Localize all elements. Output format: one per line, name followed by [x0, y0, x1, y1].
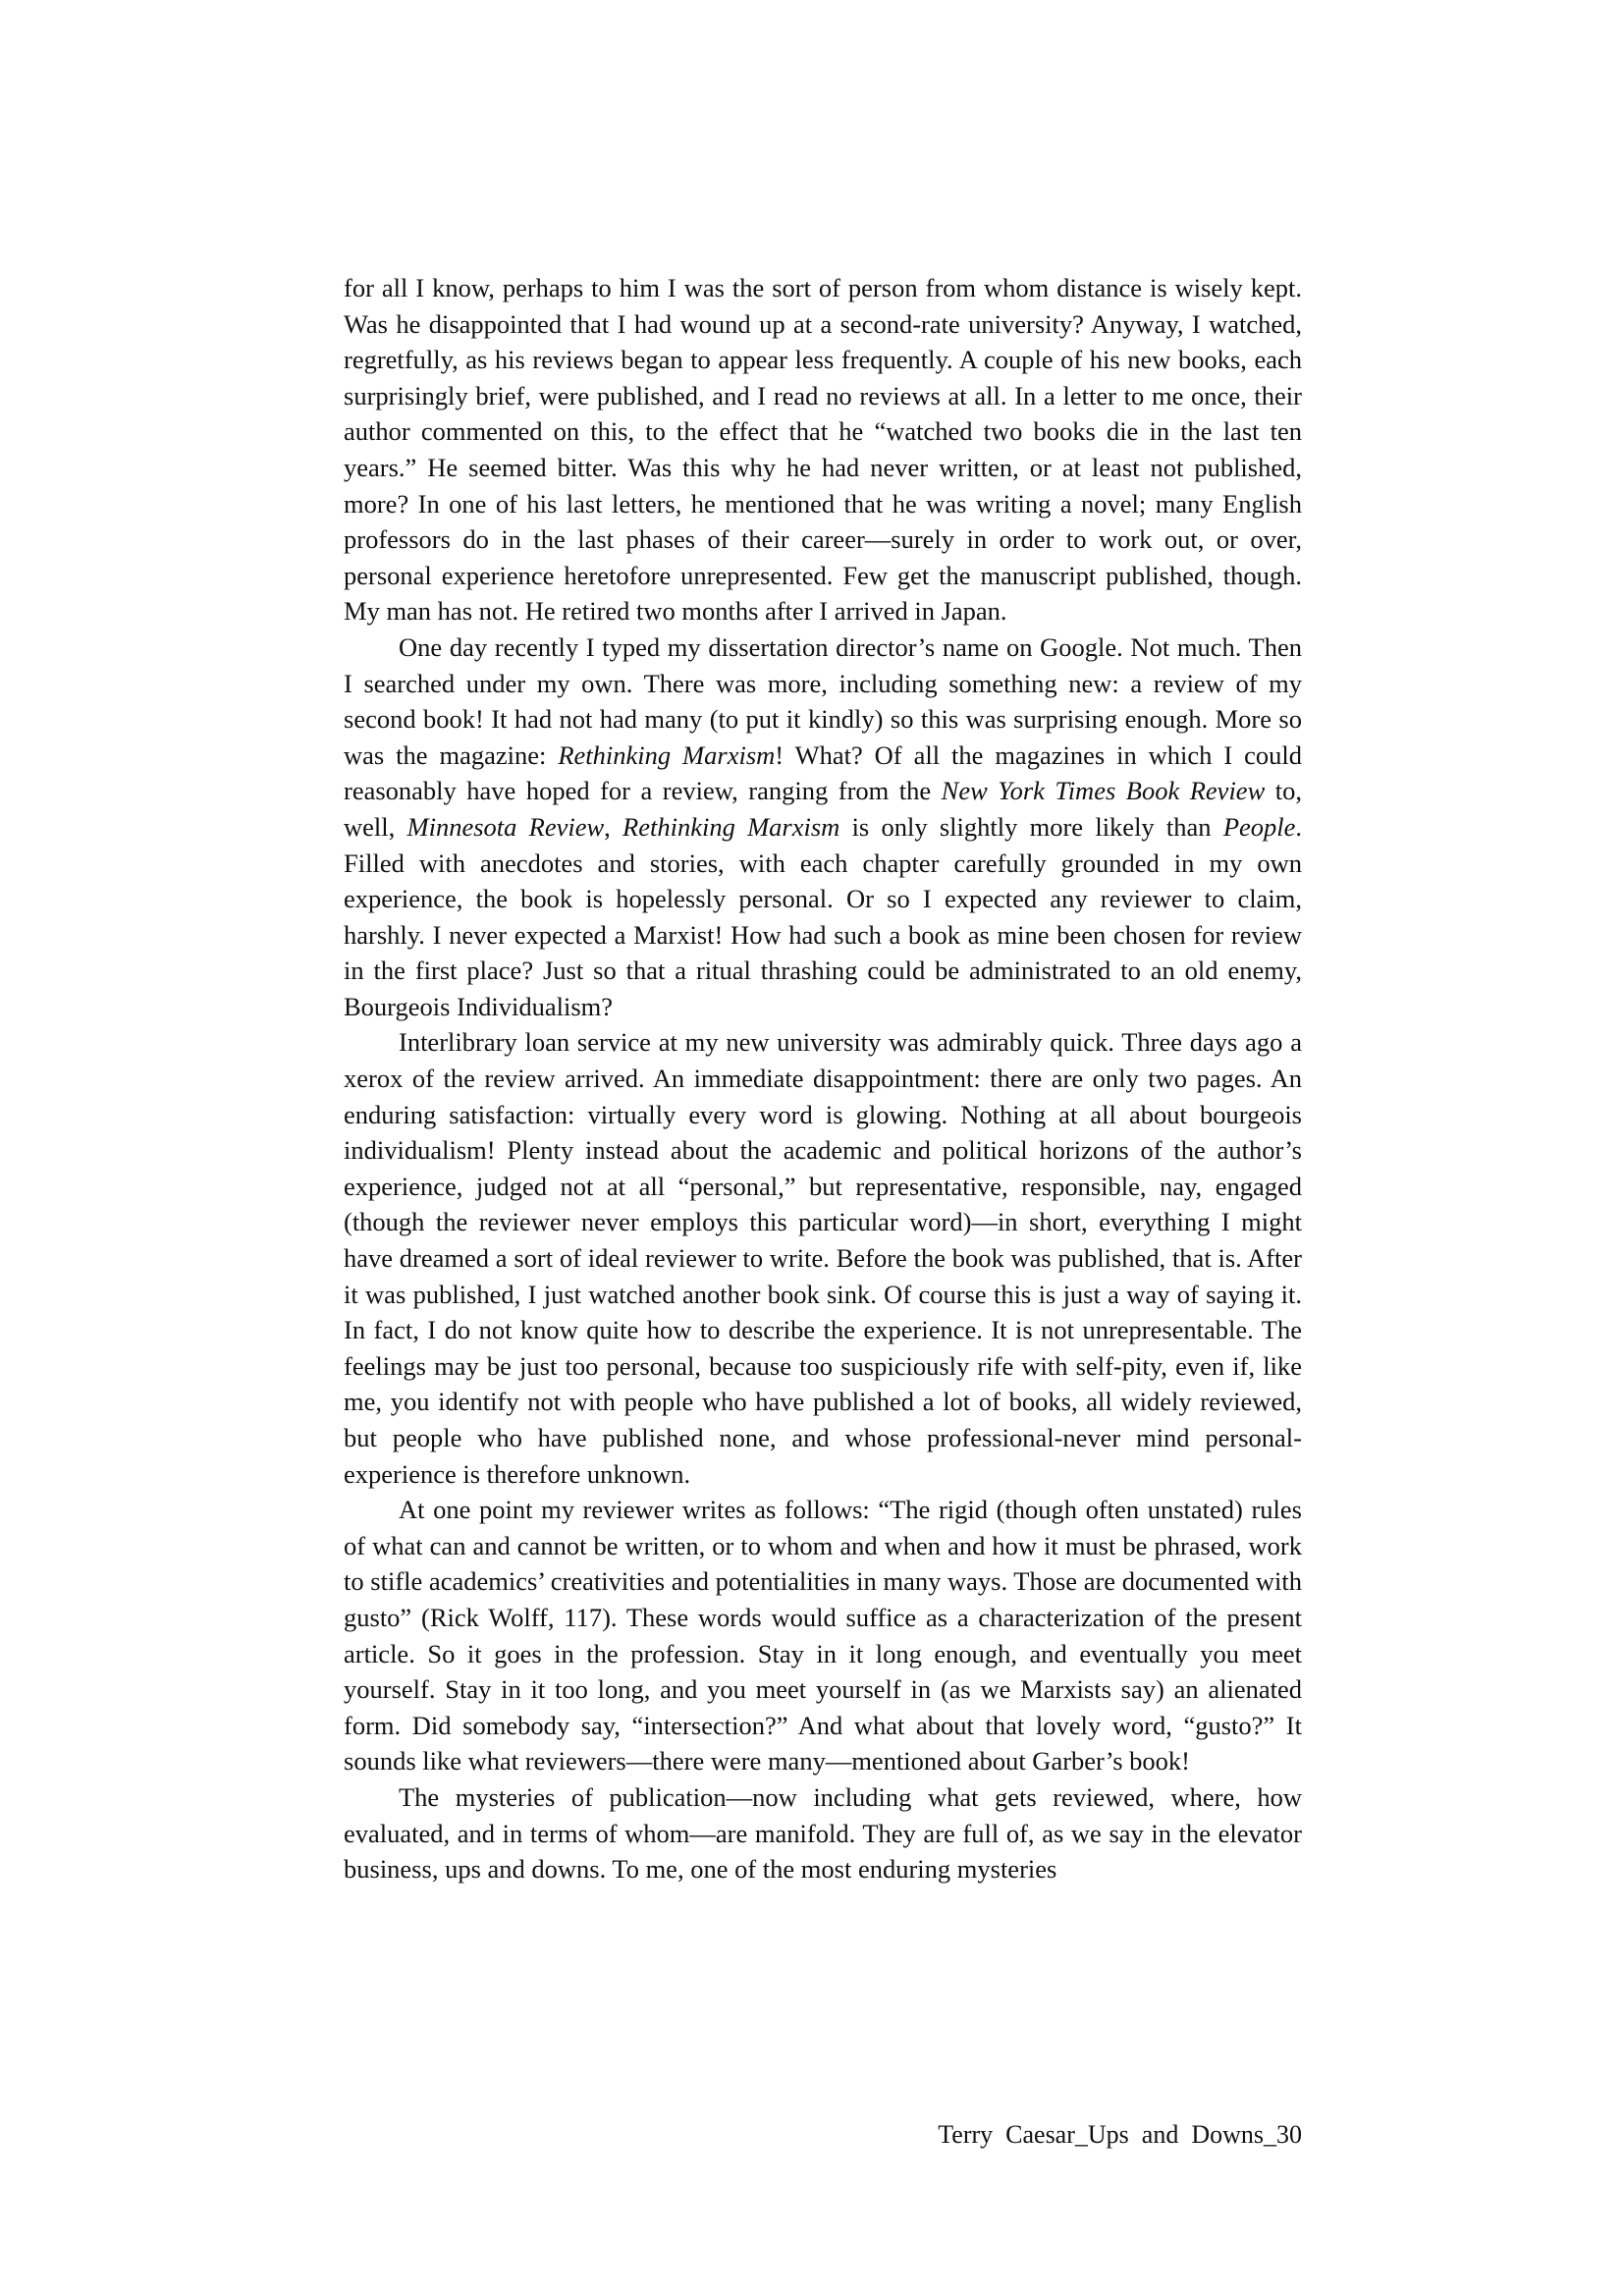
- italic-title: Rethinking Marxism: [558, 739, 776, 770]
- text-run: The mysteries of publication—now including what gets reviewed, where, how evaluated, and in terms of whom—are manifold. They are full of, as we say in the elevator business, ups and downs. To me, one of the most enduring mysteries: [344, 1781, 1302, 1885]
- text-run: Interlibrary loan service at my new university was admirably quick. Three days ago a xerox of the review arrived. An immediate disappointment: there are only two pages. An enduring satisfaction: virtually every word is glowing. Nothing at all about bourgeois individualism! Plenty instead about the academic and political horizons of the author’s experience, judged not at all “personal,” but representative, responsible, nay, engaged (though the reviewer never employs this particular word)—in short, everything I might have dreamed a sort of ideal reviewer to write. Before the book was published, that is. After it was published, I just watched another book sink. Of course this is just a way of saying it. In fact, I do not know quite how to describe the experience. It is not unrepresentable. The feelings may be just too personal, because too suspiciously rife with self-pity, even if, like me, you identify not with people who have published a lot of books, all widely reviewed, but people who have published none, and whose professional-never mind personal-experience is therefore unknown.: [344, 1027, 1302, 1489]
- text-run: One day recently I typed my dissertation director’s name on Google. Not much. Then I searched under my own. There was more, including something new: a review of my second book! It had not had many (to put it kindly) so this was surprising enough. More so was the magazine:: [344, 631, 1302, 770]
- paragraph: [344, 1779, 1302, 1887]
- text-run: . Filled with anecdotes and stories, with each chapter carefully grounded in my own experience, the book is hopelessly personal. Or so I expected any reviewer to claim, harshly. I never expected a Marxist! How had such a book as mine been chosen for review in the first place? Just so that a ritual thrashing could be administrated to an old enemy, Bourgeois Individualism?: [344, 811, 1303, 1021]
- italic-title: People: [1222, 811, 1296, 842]
- text-run: ! What? Of all the magazines in which I could reasonably have hoped for a review, ranging from the: [344, 739, 1303, 806]
- text-run: to, well,: [344, 776, 1302, 842]
- paragraph: [344, 1024, 1302, 1492]
- text-run: for all I know, perhaps to him I was the sort of person from whom distance is wisely kept. Was he disappointed that I had wound up at a second-rate university? Anyway, I watched, regretfully, as his reviews began to appear less frequently. A couple of his new books, each surprisingly brief, were published, and I read no reviews at all. In a letter to me once, their author commented on this, to the effect that he “watched two books die in the last ten years.” He seemed bitter. Was this why he had never written, or at least not published, more? In one of his last letters, he mentioned that he was writing a novel; many English professors do in the last phases of their career—surely in order to work out, or over, personal experience heretofore unrepresented. Few get the manuscript published, though. My man has not. He retired two months after I arrived in Japan.: [344, 273, 1302, 627]
- italic-title: Minnesota Review: [406, 811, 605, 842]
- paragraph: [344, 1492, 1302, 1779]
- text-run: At one point my reviewer writes as follows: “The rigid (though often unstated) rules of what can and cannot be written, or to whom and when and how it must be phrased, work to stifle academics’ creativities and potentialities in many ways. Those are documented with gusto” (Rick Wolff, 117). These words would suffice as a characterization of the present article. So it goes in the profession. Stay in it long enough, and eventually you meet yourself. Stay in it too long, and you meet yourself in (as we Marxists say) an alienated form. Did somebody say, “intersection?” And what about that lovely word, “gusto?” It sounds like what reviewers—there were many—mentioned about Garber’s book!: [344, 1495, 1302, 1777]
- text-run: is only slightly more likely than: [839, 811, 1223, 842]
- paragraph: [344, 270, 1302, 629]
- italic-title: New York Times Book Review: [941, 776, 1266, 806]
- paragraph: [344, 629, 1302, 1025]
- text-run: ,: [604, 811, 623, 842]
- page-footer: Terry Caesar_Ups and Downs_30: [938, 2120, 1302, 2149]
- italic-title: Rethinking Marxism: [622, 811, 840, 842]
- body-text: [344, 270, 1302, 1887]
